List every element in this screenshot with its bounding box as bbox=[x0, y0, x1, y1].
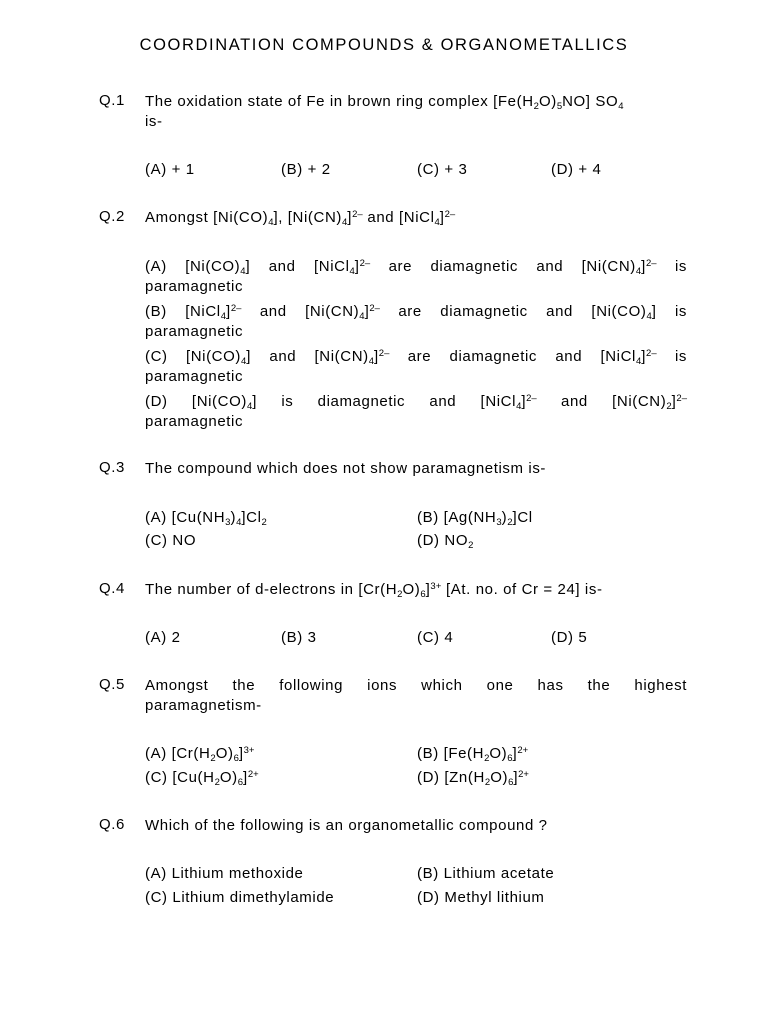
option-d[interactable]: (D) $NO_2$ bbox=[417, 532, 474, 551]
option-d[interactable]: (D) $[Zn(H_2O)_6]^{2+}$ bbox=[417, 769, 529, 788]
option-a[interactable]: (A) $[Cu(NH_3)_4]Cl_2$ bbox=[145, 509, 267, 528]
option-b[interactable]: (B) 3 bbox=[281, 629, 317, 646]
option-a[interactable]: (A) $[Cr(H_2O)_6]^{3+}$ bbox=[145, 745, 255, 764]
question-number: Q.6 bbox=[99, 816, 125, 833]
option-d[interactable]: (D) $[Ni(CO)_4]$ is diamagnetic and [NiCl$_4$]$^{2-}$ and $[Ni(CN)_2]^{2-}$ paramagnetic bbox=[145, 393, 687, 430]
option-c[interactable]: (C) NO bbox=[145, 532, 197, 549]
option-b[interactable]: (B) + 2 bbox=[281, 161, 331, 178]
question-number: Q.5 bbox=[99, 676, 125, 693]
question-text-line-2: paramagnetism- bbox=[145, 697, 262, 714]
question-text-line-1: Amongst the following ions which one has the highest bbox=[145, 677, 687, 694]
option-a[interactable]: (A) 2 bbox=[145, 629, 181, 646]
question-text: Amongst $[Ni(CO)_4]$, $[Ni(CN)_4]^{2-}$ and [NiCl$_4$]$^{2-}$ bbox=[145, 209, 456, 228]
option-a[interactable]: (A) $[Ni(CO)_4]$ and [NiCl$_4$]$^{2-}$ are diamagnetic and $[Ni(CN)_4]^{2-}$ is paramagnetic bbox=[145, 258, 687, 295]
option-b[interactable]: (B) [NiCl$_4$]$^{2-}$ and $[Ni(CN)_4]^{2-}$ are diamagnetic and $[Ni(CO)_4]$ is paramagnetic bbox=[145, 303, 687, 340]
option-c[interactable]: (C) $[Cu(H_2O)_6]^{2+}$ bbox=[145, 769, 259, 788]
option-d[interactable]: (D) Methyl lithium bbox=[417, 889, 545, 906]
question-text: Which of the following is an organometallic compound ? bbox=[145, 817, 548, 834]
question-number: Q.3 bbox=[99, 459, 125, 476]
option-b[interactable]: (B) $[Ag(NH_3)_2]Cl$ bbox=[417, 509, 533, 528]
option-c[interactable]: (C) $[Ni(CO)_4]$ and $[Ni(CN)_4]^{2-}$ are diamagnetic and [NiCl$_4$]$^{2-}$ is paramagnetic bbox=[145, 348, 687, 385]
option-a[interactable]: (A) Lithium methoxide bbox=[145, 865, 304, 882]
page-title: COORDINATION COMPOUNDS & ORGANOMETALLICS bbox=[139, 36, 629, 54]
option-d[interactable]: (D) 5 bbox=[551, 629, 588, 646]
question-number: Q.4 bbox=[99, 580, 125, 597]
question-number: Q.2 bbox=[99, 208, 125, 225]
option-c[interactable]: (C) Lithium dimethylamide bbox=[145, 889, 335, 906]
question-text: The oxidation state of Fe in brown ring complex $[Fe(H_2O)_5NO]$ $SO_4$ is- bbox=[145, 93, 624, 130]
question-text: The number of d-electrons in $[Cr(H_2O)_6]^{3+}$ [At. no. of Cr = 24] is- bbox=[145, 581, 603, 600]
option-d[interactable]: (D) + 4 bbox=[551, 161, 602, 178]
option-b[interactable]: (B) Lithium acetate bbox=[417, 865, 555, 882]
option-c[interactable]: (C) + 3 bbox=[417, 161, 468, 178]
option-a[interactable]: (A) + 1 bbox=[145, 161, 195, 178]
option-c[interactable]: (C) 4 bbox=[417, 629, 454, 646]
question-text: The compound which does not show paramagnetism is- bbox=[145, 460, 547, 477]
question-number: Q.1 bbox=[99, 92, 125, 109]
option-b[interactable]: (B) $[Fe(H_2O)_6]^{2+}$ bbox=[417, 745, 529, 764]
